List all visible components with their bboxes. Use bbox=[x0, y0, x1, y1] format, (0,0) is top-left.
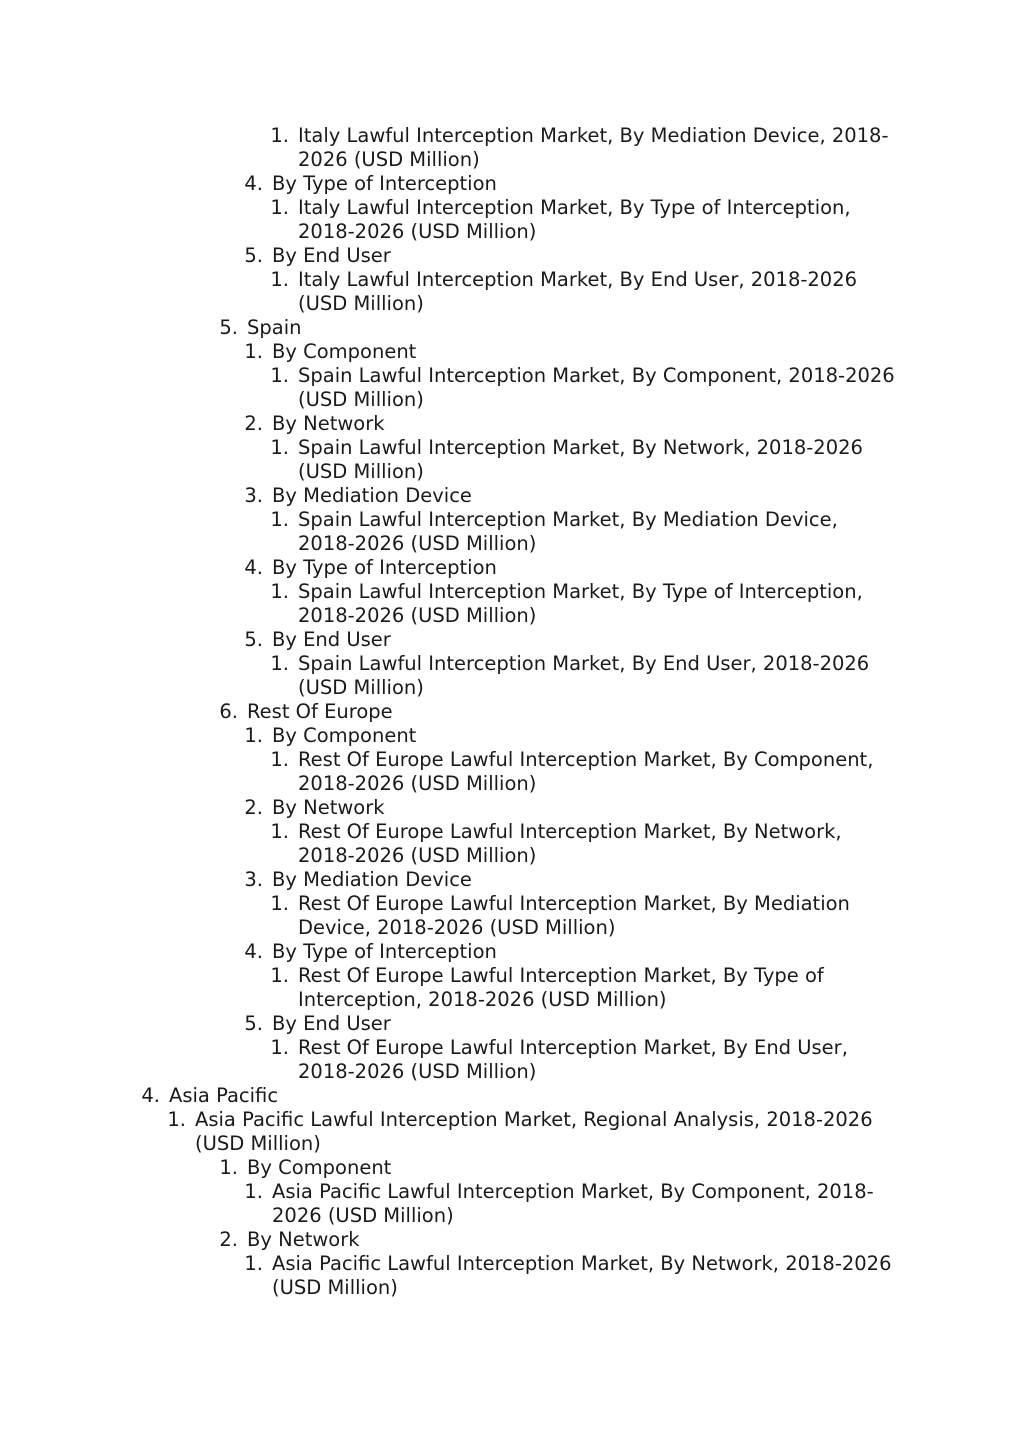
item-text: By Type of Interception bbox=[272, 940, 497, 963]
item-text: By Network bbox=[272, 796, 385, 819]
item-number: 4. bbox=[244, 172, 263, 195]
item-number: 1. bbox=[270, 196, 289, 219]
item-number: 1. bbox=[270, 580, 289, 603]
item-number: 5. bbox=[244, 1012, 263, 1035]
item-number: 2. bbox=[244, 412, 263, 435]
outline-list bbox=[0, 124, 1023, 1300]
item-text: Rest Of Europe bbox=[247, 700, 393, 723]
outline-item bbox=[0, 508, 1023, 556]
outline-item bbox=[0, 484, 1023, 508]
item-text: Spain Lawful Interception Market, By Component, 2018-2026 (USD Million) bbox=[298, 364, 895, 411]
item-number: 1. bbox=[270, 748, 289, 771]
item-text: Rest Of Europe Lawful Interception Market, By End User, 2018-2026 (USD Million) bbox=[298, 1036, 848, 1083]
item-number: 1. bbox=[244, 1180, 263, 1203]
outline-item bbox=[0, 1084, 1023, 1108]
item-text: By Mediation Device bbox=[272, 484, 472, 507]
item-number: 2. bbox=[244, 796, 263, 819]
outline-item bbox=[0, 748, 1023, 796]
item-number: 1. bbox=[270, 364, 289, 387]
outline-item bbox=[0, 268, 1023, 316]
item-text: Spain Lawful Interception Market, By Type of Interception, 2018-2026 (USD Million) bbox=[298, 580, 863, 627]
item-number: 1. bbox=[270, 124, 289, 147]
outline-item bbox=[0, 1252, 1023, 1300]
outline-item bbox=[0, 1228, 1023, 1252]
item-text: By Component bbox=[247, 1156, 392, 1179]
outline-item bbox=[0, 1108, 1023, 1156]
item-text: Asia Pacific Lawful Interception Market, Regional Analysis, 2018-2026 (USD Million) bbox=[195, 1108, 873, 1155]
item-text: By Type of Interception bbox=[272, 172, 497, 195]
outline-item bbox=[0, 652, 1023, 700]
item-text: By Network bbox=[272, 412, 385, 435]
item-number: 1. bbox=[244, 1252, 263, 1275]
outline-item bbox=[0, 724, 1023, 748]
item-number: 5. bbox=[244, 244, 263, 267]
outline-item bbox=[0, 124, 1023, 172]
item-number: 1. bbox=[270, 892, 289, 915]
item-text: By Network bbox=[247, 1228, 360, 1251]
item-number: 1. bbox=[270, 436, 289, 459]
item-text: By Component bbox=[272, 340, 417, 363]
item-number: 1. bbox=[270, 820, 289, 843]
outline-item bbox=[0, 964, 1023, 1012]
item-number: 1. bbox=[167, 1108, 186, 1131]
item-number: 1. bbox=[219, 1156, 238, 1179]
outline-item bbox=[0, 412, 1023, 436]
item-number: 1. bbox=[270, 652, 289, 675]
item-text: Rest Of Europe Lawful Interception Market, By Network, 2018-2026 (USD Million) bbox=[298, 820, 842, 867]
item-text: By End User bbox=[272, 244, 391, 267]
outline-item bbox=[0, 940, 1023, 964]
item-number: 4. bbox=[244, 940, 263, 963]
item-number: 6. bbox=[219, 700, 238, 723]
outline-item bbox=[0, 1012, 1023, 1036]
outline-item bbox=[0, 1036, 1023, 1084]
item-number: 1. bbox=[270, 964, 289, 987]
outline-item bbox=[0, 340, 1023, 364]
item-text: Asia Pacific bbox=[169, 1084, 279, 1107]
outline-item bbox=[0, 316, 1023, 340]
item-number: 5. bbox=[219, 316, 238, 339]
item-text: Spain Lawful Interception Market, By Mediation Device, 2018-2026 (USD Million) bbox=[298, 508, 838, 555]
outline-item bbox=[0, 628, 1023, 652]
item-text: By End User bbox=[272, 628, 391, 651]
item-text: Italy Lawful Interception Market, By Mediation Device, 2018-2026 (USD Million) bbox=[298, 124, 889, 171]
item-number: 1. bbox=[270, 508, 289, 531]
outline-item bbox=[0, 868, 1023, 892]
outline-item bbox=[0, 700, 1023, 724]
item-number: 3. bbox=[244, 484, 263, 507]
item-number: 1. bbox=[270, 1036, 289, 1059]
item-text: By Mediation Device bbox=[272, 868, 472, 891]
item-number: 4. bbox=[141, 1084, 160, 1107]
item-text: Rest Of Europe Lawful Interception Market, By Component, 2018-2026 (USD Million) bbox=[298, 748, 874, 795]
item-text: Rest Of Europe Lawful Interception Market, By Mediation Device, 2018-2026 (USD Million) bbox=[298, 892, 850, 939]
item-text: Spain bbox=[247, 316, 302, 339]
outline-item bbox=[0, 1180, 1023, 1228]
item-number: 5. bbox=[244, 628, 263, 651]
outline-item bbox=[0, 196, 1023, 244]
outline-item bbox=[0, 364, 1023, 412]
item-number: 1. bbox=[270, 268, 289, 291]
item-text: Italy Lawful Interception Market, By End User, 2018-2026 (USD Million) bbox=[298, 268, 858, 315]
outline-item bbox=[0, 1156, 1023, 1180]
outline-item bbox=[0, 556, 1023, 580]
item-number: 1. bbox=[244, 340, 263, 363]
outline-item bbox=[0, 820, 1023, 868]
outline-item bbox=[0, 244, 1023, 268]
outline-item bbox=[0, 796, 1023, 820]
item-text: Rest Of Europe Lawful Interception Market, By Type of Interception, 2018-2026 (USD Million) bbox=[298, 964, 824, 1011]
item-text: By Component bbox=[272, 724, 417, 747]
item-text: Spain Lawful Interception Market, By End User, 2018-2026 (USD Million) bbox=[298, 652, 870, 699]
outline-item bbox=[0, 580, 1023, 628]
item-text: Spain Lawful Interception Market, By Network, 2018-2026 (USD Million) bbox=[298, 436, 863, 483]
outline-item bbox=[0, 436, 1023, 484]
item-text: By End User bbox=[272, 1012, 391, 1035]
item-text: By Type of Interception bbox=[272, 556, 497, 579]
outline-item bbox=[0, 892, 1023, 940]
item-text: Asia Pacific Lawful Interception Market, By Component, 2018-2026 (USD Million) bbox=[272, 1180, 874, 1227]
outline-item bbox=[0, 172, 1023, 196]
item-number: 1. bbox=[244, 724, 263, 747]
item-text: Italy Lawful Interception Market, By Type of Interception, 2018-2026 (USD Million) bbox=[298, 196, 851, 243]
item-number: 2. bbox=[219, 1228, 238, 1251]
item-number: 3. bbox=[244, 868, 263, 891]
item-text: Asia Pacific Lawful Interception Market, By Network, 2018-2026 (USD Million) bbox=[272, 1252, 892, 1299]
item-number: 4. bbox=[244, 556, 263, 579]
